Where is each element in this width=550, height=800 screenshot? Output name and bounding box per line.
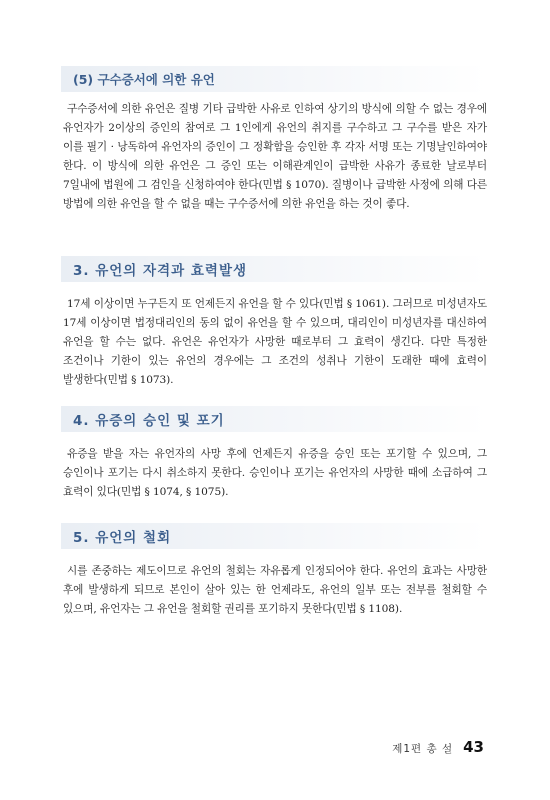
section-body: 17세 이상이면 누구든지 또 언제든지 유언을 할 수 있다(민법 § 1061). 그러므로 미성년자도 17세 이상이면 법정대리인의 동의 없이 유언을 할 수 있으며, 대리인이 미성년자를 대신하여 유언을 할 수는 없다. 유언은 유언자가 사망한 때로부터 그 효력이 생긴다. 다만 특정한 조건이나 기한이 있는 유언의 경우에는 그 조건의 성취나 기한이 도래한 때에 효력이 발생한다(민법 § 1073). xyxy=(63,298,487,386)
section-heading: 5. 유언의 철회 xyxy=(61,523,487,549)
section-will-revocation xyxy=(63,523,487,619)
section-heading: 3. 유언의 자격과 효력발생 xyxy=(61,256,487,282)
page-footer xyxy=(392,738,484,756)
section-will-capacity xyxy=(63,256,487,390)
section-oral-will xyxy=(63,66,487,214)
section-body: 시를 존중하는 제도이므로 유언의 철회는 자유롭게 인정되어야 한다. 유언의 효과는 사망한 후에 발생하게 되므로 본인이 살아 있는 한 언제라도, 유언의 일부 또는 전부를 철회할 수 있으며, 유언자는 그 유언을 철회할 권리를 포기하지 못한다(민법 § 1108). xyxy=(63,565,487,615)
section-bequest-acceptance xyxy=(63,406,487,502)
footer-part-label: 제1편 총 설 xyxy=(392,743,454,755)
section-body: 구수증서에 의한 유언은 질병 기타 급박한 사유로 인하여 상기의 방식에 의할 수 없는 경우에 유언자가 2이상의 증인의 참여로 그 1인에게 유언의 취지를 구수하고 그 구수를 받은 자가 이를 필기 · 낭독하여 유언자의 증인이 그 정확함을 승인한 후 각자 서명 또는 기명날인하여야 한다. 이 방식에 의한 유언은 그 증인 또는 이해관계인이 급박한 사유가 종료한 날로부터 7일내에 법원에 그 검인을 신청하여야 한다(민법 § 1070). 질병이나 급박한 사정에 의해 다른 방법에 의한 유언을 할 수 없을 때는 구수증서에 의한 유언을 하는 것이 좋다. xyxy=(63,103,487,210)
page-number: 43 xyxy=(463,738,484,756)
section-body: 유증을 받을 자는 유언자의 사망 후에 언제든지 유증을 승인 또는 포기할 수 있으며, 그 승인이나 포기는 다시 취소하지 못한다. 승인이나 포기는 유언자의 사망한 때에 소급하여 그 효력이 있다(민법 § 1074, § 1075). xyxy=(63,448,487,498)
section-heading: 4. 유증의 승인 및 포기 xyxy=(61,406,487,432)
section-heading: (5) 구수증서에 의한 유언 xyxy=(61,66,487,92)
